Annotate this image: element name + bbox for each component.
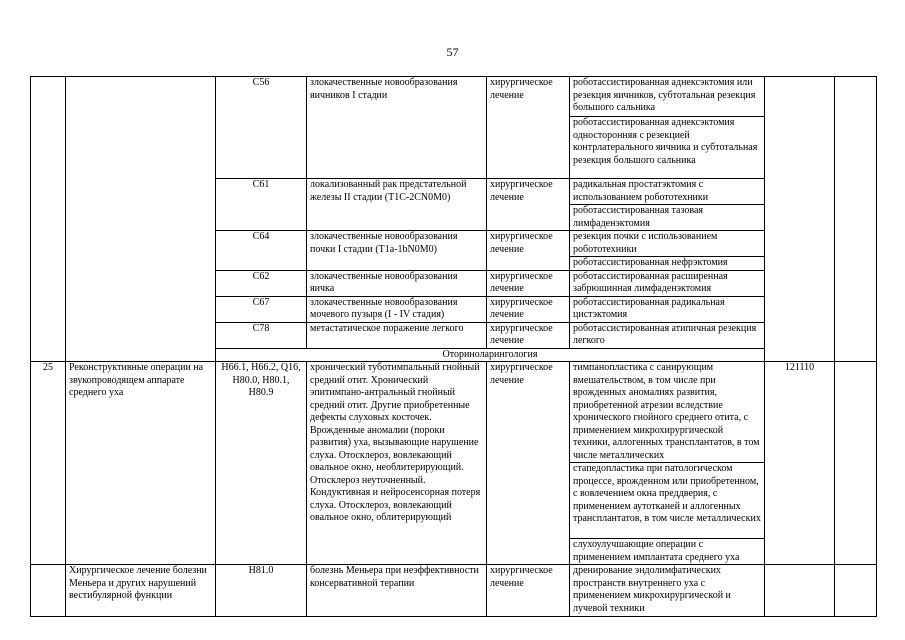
extra-cell — [835, 565, 877, 617]
table-row — [31, 565, 877, 617]
extra-cell — [835, 77, 877, 362]
cost-cell — [765, 77, 835, 362]
disease-cell: злокачественные новообразования яичников I стадии — [307, 77, 487, 179]
treatment-cell: хирургическое лечение — [487, 565, 570, 617]
method-cell: тимпанопластика с санирующим вмешательством, в том числе при врожденных аномалиях развития, приобретенной атрезии вследствие хронического гнойного среднего отита, с применением микрохирургической техники, аллогенных трансплантатов, в том числе металлических — [570, 362, 765, 463]
care-type-cell: Реконструктивные операции на звукопроводящем аппарате среднего уха — [66, 362, 216, 565]
table-row — [31, 362, 877, 463]
treatment-cell: хирургическое лечение — [487, 231, 570, 271]
table-row — [31, 77, 877, 117]
disease-cell: злокачественные новообразования яичка — [307, 270, 487, 296]
extra-cell — [835, 362, 877, 565]
method-cell: роботассистированная нефрэктомия — [570, 257, 765, 271]
code-cell: C78 — [216, 322, 307, 348]
disease-cell: злокачественные новообразования мочевого пузыря (I - IV стадия) — [307, 296, 487, 322]
code-cell: C62 — [216, 270, 307, 296]
treatment-cell: хирургическое лечение — [487, 179, 570, 231]
method-cell: роботассистированная атипичная резекция легкого — [570, 322, 765, 348]
method-cell: стапедопластика при патологическом процессе, врожденном или приобретенном, с вовлечением окна преддверия, с применением аутотканей и аллогенных трансплантатов, в том числе металлических — [570, 463, 765, 539]
code-cell: C56 — [216, 77, 307, 179]
number-cell — [31, 565, 66, 617]
code-cell: H81.0 — [216, 565, 307, 617]
treatment-cell: хирургическое лечение — [487, 270, 570, 296]
method-cell: радикальная простатэктомия с использованием робототехники — [570, 179, 765, 205]
treatment-cell: хирургическое лечение — [487, 362, 570, 565]
row-number: 25 — [31, 362, 66, 565]
number-cell — [31, 77, 66, 362]
method-cell: дренирование эндолимфатических пространств внутреннего уха с применением микрохирургической и лучевой техники — [570, 565, 765, 617]
disease-cell: хронический туботимпальный гнойный средний отит. Хронический эпитимпано-антральный гнойный средний отит. Другие приобретенные дефекты слуховых косточек. Врожденные аномалии (пороки развития) уха, вызывающие нарушение слуха. Отосклероз, вовлекающий овальное окно, необлитерирующий. Отосклероз неуточненный. Кондуктивная и нейросенсорная потеря слуха. Отосклероз, вовлекающий овальное окно, облитерирующий — [307, 362, 487, 565]
treatment-cell: хирургическое лечение — [487, 77, 570, 179]
code-cell: C67 — [216, 296, 307, 322]
code-cell: H66.1, H66.2, Q16, H80.0, H80.1, H80.9 — [216, 362, 307, 565]
code-cell: C64 — [216, 231, 307, 271]
treatment-cell: хирургическое лечение — [487, 322, 570, 348]
page-number: 57 — [446, 45, 459, 59]
care-type-cell — [66, 77, 216, 362]
section-title: Оториноларингология — [216, 348, 765, 362]
method-cell: роботассистированная тазовая лимфаденэктомия — [570, 205, 765, 231]
disease-cell: локализованный рак предстательной железы II стадии (T1C-2CN0M0) — [307, 179, 487, 231]
disease-cell: злокачественные новообразования почки I стадии (T1a-1bN0M0) — [307, 231, 487, 271]
medical-care-table — [30, 76, 877, 617]
code-cell: C61 — [216, 179, 307, 231]
cost-cell: 121110 — [765, 362, 835, 565]
method-cell: роботассистированная аднексэктомия или резекция яичников, субтотальная резекция большого сальника — [570, 77, 765, 117]
method-cell: резекция почки с использованием робототехники — [570, 231, 765, 257]
method-cell: роботассистированная радикальная цистэктомия — [570, 296, 765, 322]
method-cell: роботассистированная расширенная забрюшинная лимфаденэктомия — [570, 270, 765, 296]
treatment-cell: хирургическое лечение — [487, 296, 570, 322]
cost-cell — [765, 565, 835, 617]
disease-cell: болезнь Меньера при неэффективности консервативной терапии — [307, 565, 487, 617]
disease-cell: метастатическое поражение легкого — [307, 322, 487, 348]
method-cell: роботассистированная аднексэктомия односторонняя с резекцией контрлатерального яичника и субтотальная резекция большого сальника — [570, 117, 765, 179]
care-type-cell: Хирургическое лечение болезни Меньера и других нарушений вестибулярной функции — [66, 565, 216, 617]
method-cell: слухоулучшающие операции с применением имплантата среднего уха — [570, 539, 765, 565]
